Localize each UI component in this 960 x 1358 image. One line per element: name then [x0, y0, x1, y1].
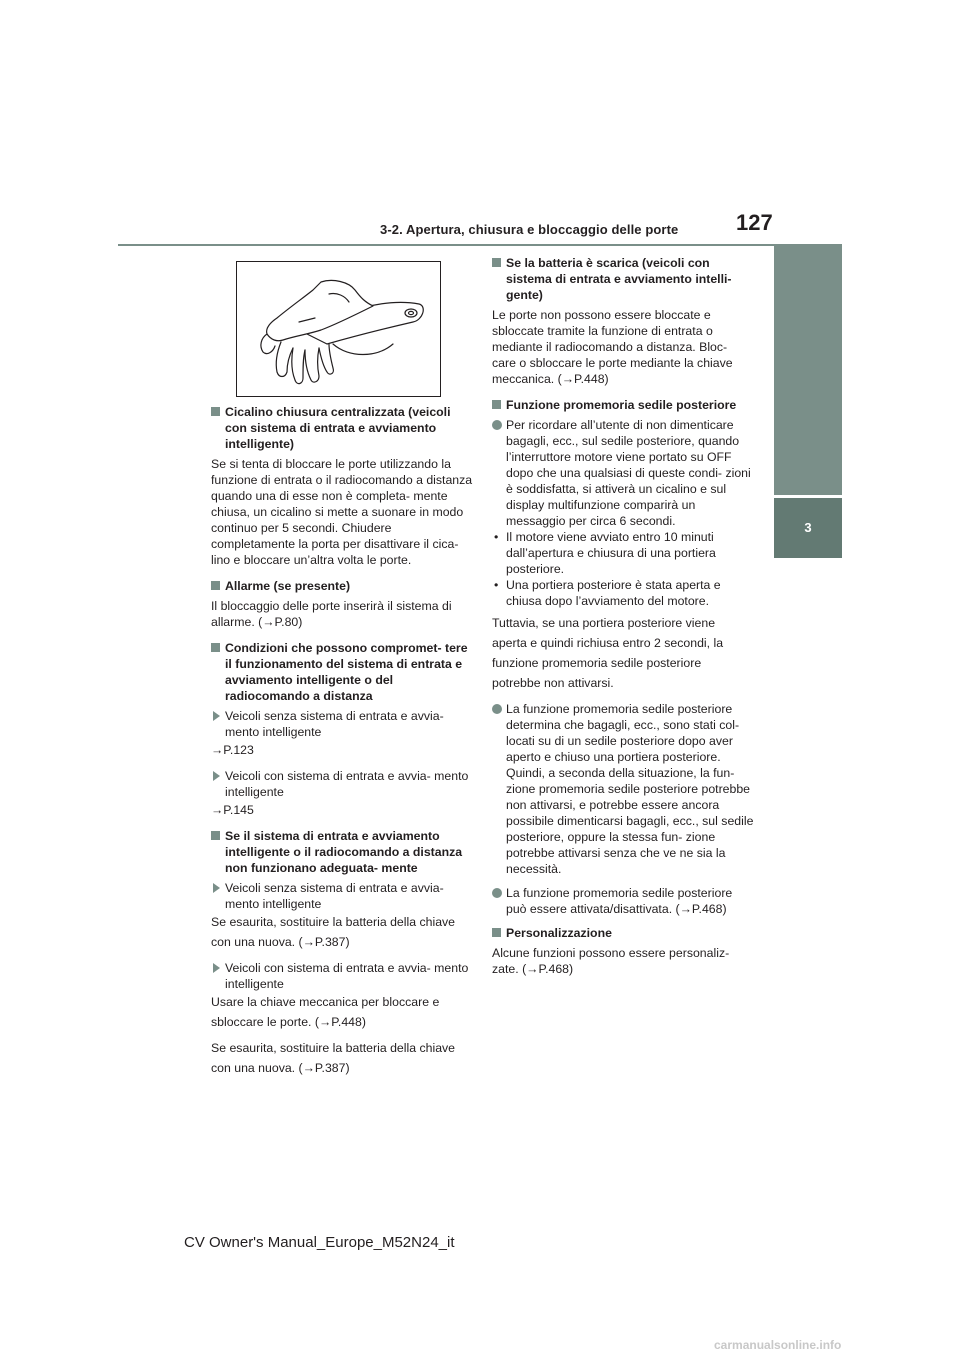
section-text-line: funzione promemoria sedile posteriore	[492, 656, 702, 670]
header-rule	[118, 244, 842, 246]
section-text: Le porte non possono essere bloccate e sbloccate tramite la funzione di entrata o mediante il radiocomando a distanza. Bloc- care o sbloccare le porte mediante la chiave meccanica. (→P.448)	[492, 308, 733, 386]
section-heading: Allarme (se presente)	[211, 578, 473, 594]
hand-on-door-handle-illustration	[237, 262, 440, 396]
section-text: Il bloccaggio delle porte inserirà il sistema di allarme. (→P.80)	[211, 599, 452, 629]
chapter-number: 3	[774, 498, 842, 558]
chapter-title: Prima di mettersi alla guida	[801, 584, 815, 736]
section-text-line: Se esaurita, sostituire la batteria della chiave	[211, 1041, 456, 1055]
right-column	[492, 255, 754, 987]
section-heading: Se la batteria è scarica (veicoli con sistema di entrata e avviamento intelli- gente)	[492, 255, 754, 303]
left-column	[211, 404, 473, 1086]
manual-name: CV Owner's Manual_Europe_M52N24_it	[184, 1234, 455, 1251]
section-text-line: Usare la chiave meccanica per bloccare e	[211, 995, 440, 1009]
section-text-line: aperta e quindi richiusa entro 2 secondi, la	[492, 636, 724, 650]
section-text-line: con una nuova. (→P.387)	[211, 935, 350, 949]
vehicle-type-item: Veicoli senza sistema di entrata e avvia- mento intelligente	[211, 880, 473, 912]
section-heading: Cicalino chiusura centralizzata (veicoli con sistema di entrata e avviamento intelligente)	[211, 404, 473, 452]
bullet-paragraph: La funzione promemoria sedile posteriore determina che bagagli, ecc., sono stati col- locati su di un sedile posteriore dopo aver aperto e chiuso una portiera posteriore. Quindi, a seconda della situazione, la fun- zione promemoria sedile posteriore potrebbe non attivarsi, e potrebbe essere ancora possibile dimenticarsi bagagli, ecc., sul sedile posteriore, oppure la stessa fun- zione potrebbe attivarsi senza che ve ne sia la necessità.	[492, 701, 754, 877]
vehicle-type-item: Veicoli senza sistema di entrata e avvia- mento intelligente	[211, 708, 473, 740]
side-tab-upper	[774, 245, 842, 495]
vehicle-type-item: Veicoli con sistema di entrata e avvia- mento intelligente	[211, 768, 473, 800]
section-heading: Funzione promemoria sedile posteriore	[492, 397, 754, 413]
side-tab-lower	[774, 560, 842, 760]
watermark: carmanualsonline.info	[714, 1338, 842, 1352]
sub-bullet: • Il motore viene avviato entro 10 minuti dall’apertura e chiusura di una portiera posteriore.	[492, 529, 754, 577]
section-text: Se si tenta di bloccare le porte utilizzando la funzione di entrata o il radiocomando a distanza quando una di esse non è completa- mente chiusa, un cicalino si mette a suonare in modo continuo per 5 secondi. Chiudere completamente la porta per disattivare il cica- lino e bloccare un’altra volta le porte.	[211, 457, 473, 567]
section-heading: Condizioni che possono compromet- tere il funzionamento del sistema di entrata e avviamento intelligente o del radiocomando a distanza	[211, 640, 473, 704]
vehicle-type-item: Veicoli con sistema di entrata e avvia- mento intelligente	[211, 960, 473, 992]
sub-bullet: • Una portiera posteriore è stata aperta e chiusa dopo l’avviamento del motore.	[492, 577, 754, 609]
section-title: 3-2. Apertura, chiusura e bloccaggio delle porte	[380, 222, 679, 237]
section-text-line: potrebbe non attivarsi.	[492, 676, 614, 690]
section-text-line: Tuttavia, se una portiera posteriore viene	[492, 616, 716, 630]
section-text-line: sbloccare le porte. (→P.448)	[211, 1015, 366, 1029]
section-heading: Se il sistema di entrata e avviamento intelligente o il radiocomando a distanza non funzionano adeguata- mente	[211, 828, 473, 876]
section-text-line: con una nuova. (→P.387)	[211, 1061, 350, 1075]
section-heading: Personalizzazione	[492, 925, 754, 941]
section-text: Alcune funzioni possono essere personaliz- zate. (→P.468)	[492, 946, 730, 976]
page-reference: →P.145	[211, 803, 254, 817]
door-handle-figure	[236, 261, 441, 397]
page-reference: →P.123	[211, 743, 254, 757]
bullet-paragraph: Per ricordare all’utente di non dimenticare bagagli, ecc., sul sedile posteriore, quando l’interruttore motore viene portato su OFF dopo che una qualsiasi di queste condi- zioni è soddisfatta, si attiverà un cicalino e sul display multifunzione comparirà un messaggio per circa 6 secondi.	[492, 417, 754, 529]
section-text-line: Se esaurita, sostituire la batteria della chiave	[211, 915, 456, 929]
bullet-paragraph: La funzione promemoria sedile posteriore può essere attivata/disattivata. (→P.468)	[492, 885, 754, 917]
page-number: 127	[736, 210, 773, 235]
